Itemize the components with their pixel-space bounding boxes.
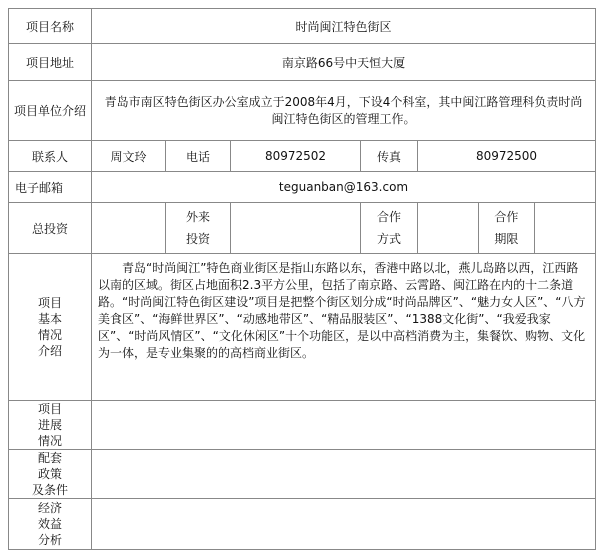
cooperation-subtable xyxy=(418,203,534,253)
row-overview xyxy=(9,254,595,401)
foreign-investment-value xyxy=(231,203,361,254)
progress-label xyxy=(9,401,92,450)
contact-person: 周文玲 xyxy=(92,141,166,172)
overview-label xyxy=(9,254,92,401)
progress-label-line: 情况 xyxy=(37,434,62,448)
cooperation-term-value xyxy=(535,203,595,254)
fax-label: 传真 xyxy=(361,141,418,172)
benefit-value xyxy=(92,499,595,549)
phone-value: 80972502 xyxy=(231,141,361,172)
email-label: 电子邮箱 xyxy=(9,172,92,203)
unit-intro-label: 项目单位介绍 xyxy=(9,81,92,141)
project-address-value: 南京路66号中天恒大厦 xyxy=(92,44,595,81)
row-unit-intro xyxy=(9,81,595,141)
email-value: teguanban@163.com xyxy=(92,172,595,203)
overview-text: 青岛“时尚闽江”特色商业街区是指山东路以东，香港中路以北，燕儿岛路以西，江西路以南的区域。街区占地面积2.3平方公里，包括了南京路、云霄路、闽江路在内的十二条道路。“时尚闽江特色街区建设”项目是把整个街区划分成“时尚品牌区”、“魅力女人区”、“八方美食区”、“海鲜世界区”、“动感地带区”、“精品服装区”、“1388文化街”、“我爱我家区”、“时尚风情区”、“文化休闲区”十个功能区，是以中高档消费为主，集餐饮、购物、文化为一体，是专业集聚的的高档商业街区。 xyxy=(98,261,586,360)
row-contact xyxy=(9,141,595,172)
project-name-label: 项目名称 xyxy=(9,9,92,44)
fax-value: 80972500 xyxy=(418,141,595,172)
progress-label-line: 项目 xyxy=(37,402,62,416)
cooperation-mode-cell xyxy=(418,203,478,253)
row-policy xyxy=(9,450,595,499)
policy-label-line: 配套 xyxy=(37,451,62,465)
foreign-investment-label xyxy=(166,203,231,254)
cooperation-term-line-1: 合作 xyxy=(494,210,519,224)
overview-label-line: 介绍 xyxy=(37,344,62,358)
cooperation-term-line-2: 期限 xyxy=(494,232,519,246)
overview-label-line: 情况 xyxy=(37,328,62,342)
benefit-label-line: 经济 xyxy=(37,501,62,515)
benefit-label-line: 分析 xyxy=(37,533,62,547)
investment-amount xyxy=(92,203,166,254)
row-project-name xyxy=(9,9,595,44)
unit-intro-value: 青岛市南区特色街区办公室成立于2008年4月，下设4个科室，其中闽江路管理科负责时尚闽江特色街区的管理工作。 xyxy=(92,81,595,141)
overview-value xyxy=(92,254,595,401)
progress-label-line: 进展 xyxy=(37,418,62,432)
policy-label xyxy=(9,450,92,499)
overview-label-line: 基本 xyxy=(37,312,62,326)
row-project-address xyxy=(9,44,595,81)
cooperation-mode-value xyxy=(418,203,535,254)
row-investment xyxy=(9,203,595,254)
overview-label-line: 项目 xyxy=(37,296,62,310)
row-progress xyxy=(9,401,595,450)
policy-label-line: 政策 xyxy=(37,467,62,481)
project-name-value: 时尚闽江特色街区 xyxy=(92,9,595,44)
policy-label-line: 及条件 xyxy=(31,483,68,497)
benefit-label-line: 效益 xyxy=(37,517,62,531)
investment-label: 总投资 xyxy=(9,203,92,254)
row-benefit xyxy=(9,499,595,549)
policy-value xyxy=(92,450,595,499)
foreign-investment-line-2: 投资 xyxy=(185,232,210,246)
cooperation-mode-label xyxy=(361,203,418,254)
contact-label: 联系人 xyxy=(9,141,92,172)
foreign-investment-line-1: 外来 xyxy=(185,210,210,224)
phone-label: 电话 xyxy=(166,141,231,172)
benefit-label xyxy=(9,499,92,549)
cooperation-mode-line-1: 合作 xyxy=(376,210,401,224)
project-info-table xyxy=(8,8,596,550)
row-email xyxy=(9,172,595,203)
cooperation-mode-line-2: 方式 xyxy=(376,232,401,246)
progress-value xyxy=(92,401,595,450)
project-address-label: 项目地址 xyxy=(9,44,92,81)
cooperation-term-label xyxy=(478,203,534,253)
